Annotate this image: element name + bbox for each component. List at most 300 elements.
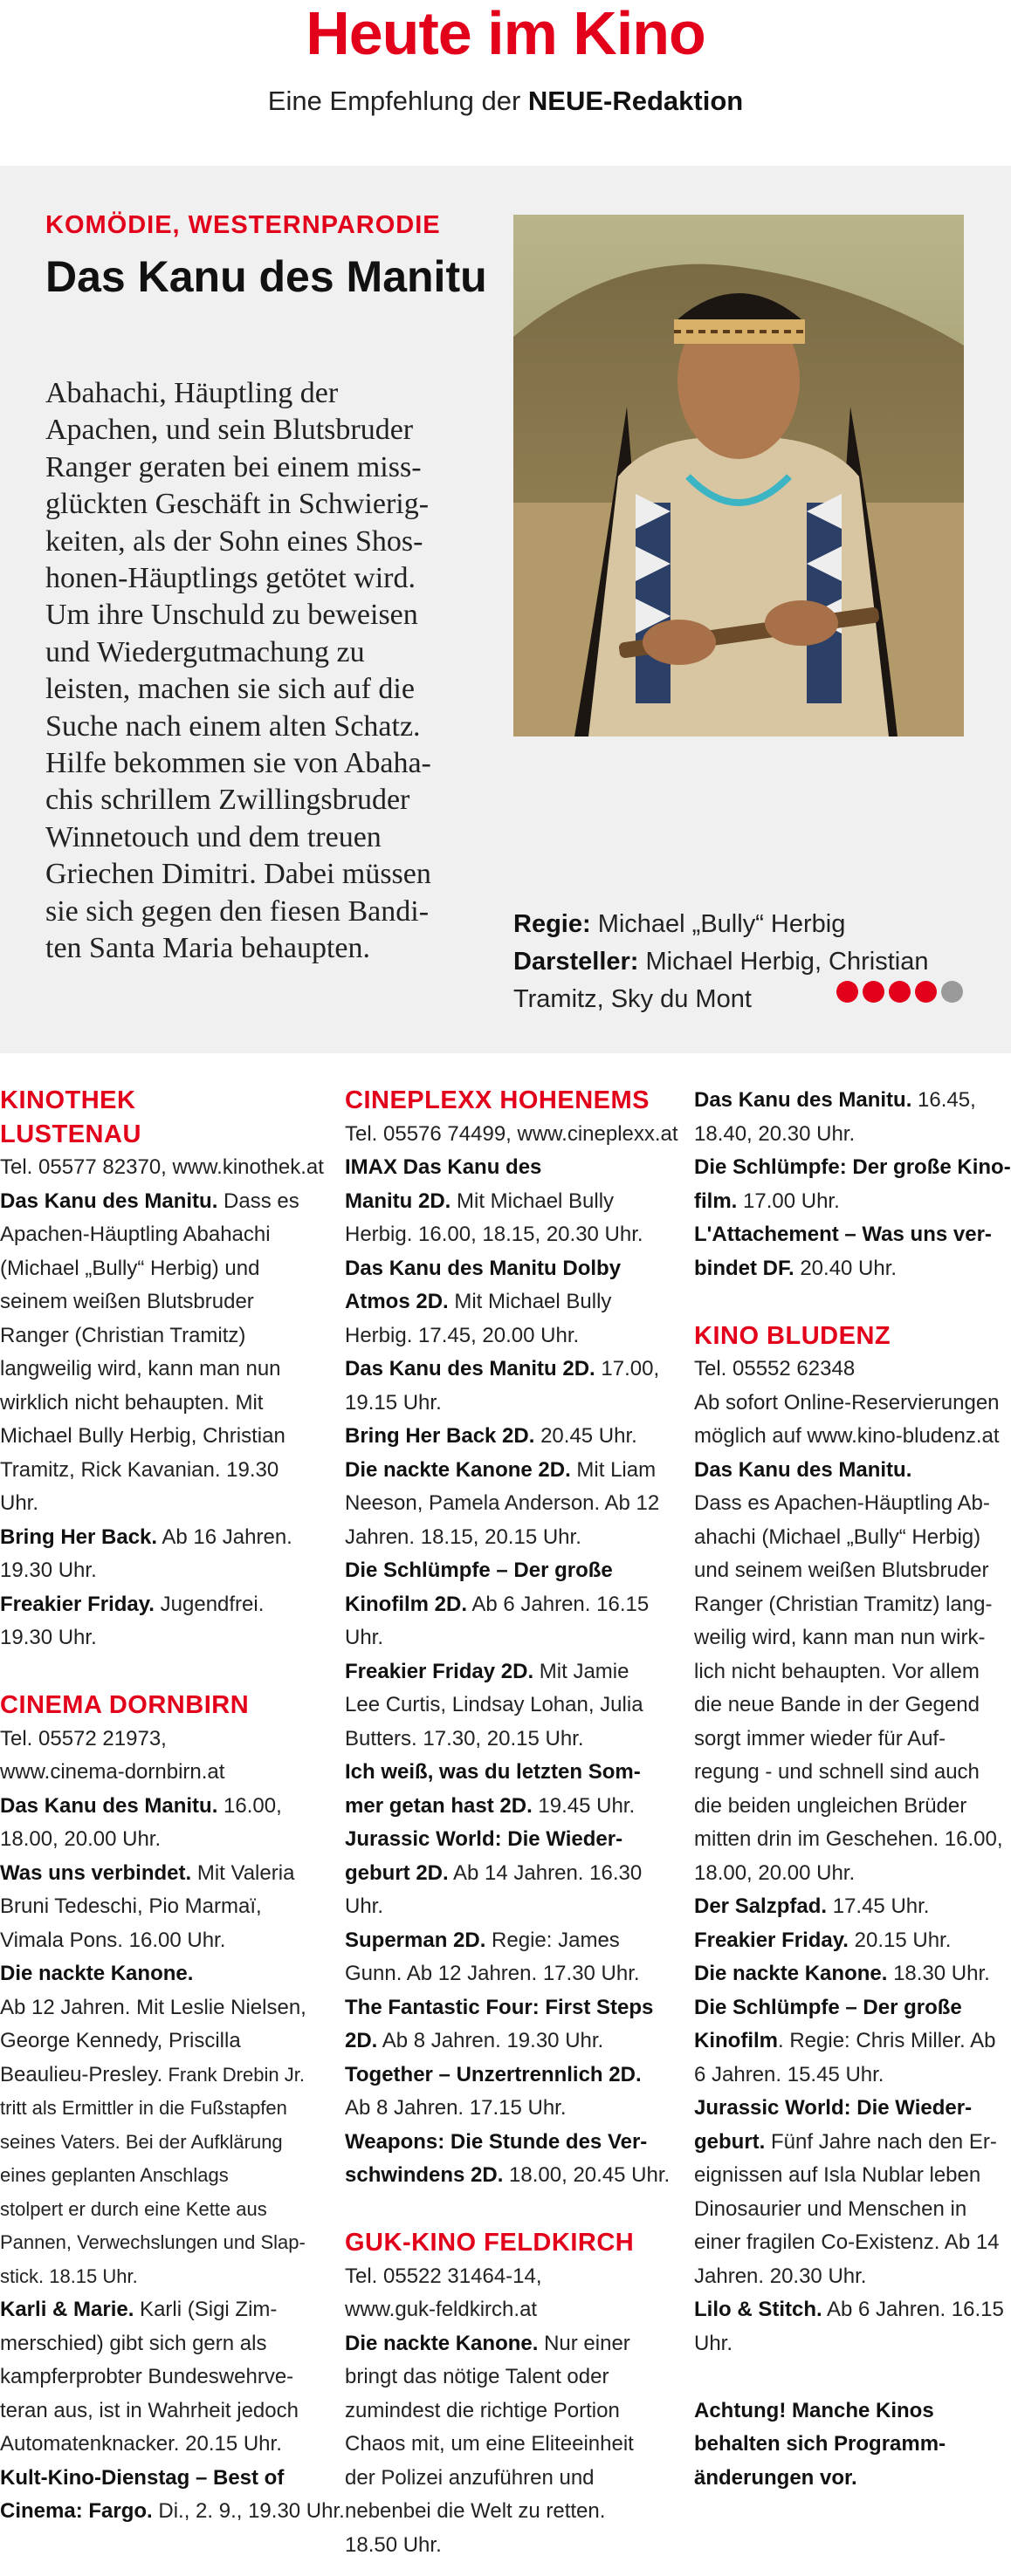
film-title: Das Kanu des Manitu. [0,1189,218,1213]
listing-text: der Polizei anzuführen und [345,2465,595,2490]
listing-line [694,1521,1008,1555]
listing-text: www.guk-feldkirch.at [345,2298,538,2321]
listing-line [694,1790,1008,1824]
listing-line [0,2159,332,2193]
rating-dot [941,981,963,1003]
listing-line [345,2024,677,2059]
film-title: Jurassic World: Die Wieder- [345,1827,623,1851]
listing-text: 19.30 Uhr. [0,1559,97,1582]
listing-text: wirklich nicht behaupten. Mit [0,1390,264,1415]
film-title: Die nackte Kanone. [694,1962,888,1985]
film-title: Superman 2D. [345,1928,486,1952]
listing-text: zumindest die richtige Portion [345,2398,620,2422]
listing-text: Mit Michael Bully [448,1290,612,1313]
movie-genre: KOMÖDIE, WESTERNPARODIE [45,211,441,239]
listing-line [0,2024,332,2059]
synopsis-line: Hilfe bekommen sie von Abaha- [45,747,431,780]
listing-line [345,2327,677,2361]
listing-text: Jahren. 20.30 Uhr. [694,2264,867,2288]
listing-text: regung - und schnell sind auch [694,1760,980,1784]
listing-line [694,1723,1008,1757]
listing-line [0,2260,332,2294]
film-title: Together – Unzertrennlich 2D. [345,2062,642,2086]
listing-line [694,2193,1008,2227]
listing-text: George Kennedy, Priscilla [0,2029,241,2052]
listing-line [345,1252,677,1286]
listing-line [0,1454,332,1488]
listing-line [0,2092,332,2126]
listing-line [0,1554,332,1588]
listing-line [0,2428,332,2462]
listing-line [345,2428,677,2462]
listing-line [694,1991,1008,2025]
film-title: Die Schlümpfe – Der große [345,1559,613,1582]
listing-small-text: Frank Drebin Jr. [162,2063,305,2086]
listing-line [694,2226,1008,2260]
listing-text: Butters. 17.30, 20.15 Uhr. [345,1726,584,1750]
film-title: Manitu 2D. [345,1189,451,1213]
film-title: Weapons: Die Stunde des Ver- [345,2129,648,2154]
listing-text: Fünf Jahre nach den Er- [765,2129,997,2154]
synopsis-line: ten Santa Maria behaupten. [45,932,370,965]
listing-line [694,1890,1008,1924]
movie-still-illustration [513,215,964,736]
listing-line [694,1621,1008,1655]
listing-text: möglich auf www.kino-bludenz.at [694,1424,1000,1448]
film-title: Jurassic World: Die Wieder- [694,2096,973,2120]
film-title: Freakier Friday 2D. [345,1659,534,1683]
listing-line [345,1285,677,1319]
listing-line [694,1420,1008,1454]
listing-line [694,2394,1008,2429]
listing-text: Ab 12 Jahren. Mit Leslie Nielsen, [0,1995,306,2019]
listing-line [0,1185,332,1219]
movie-still-photo [513,215,964,736]
listing-line [345,2462,677,2496]
film-title: Karli & Marie. [0,2298,134,2321]
listing-text: mitten drin im Geschehen. 16.00, [694,1827,1003,1851]
listing-line [0,2327,332,2361]
listing-line [694,2024,1008,2059]
listing-text: lich nicht behaupten. Vor allem [694,1659,980,1683]
listing-text: weilig wird, kann man nun wirk- [694,1626,986,1649]
listing-line [0,1756,332,1790]
listing-text: die neue Bande in der Gegend [694,1693,980,1716]
page-title: Heute im Kino [306,0,705,67]
page-subtitle [0,86,1011,117]
listing-text: 18.00, 20.00 Uhr. [0,1827,162,1851]
listing-line [0,1790,332,1824]
listing-text: 20.15 Uhr. [848,1928,952,1952]
subtitle-brand: NEUE-Redaktion [527,86,744,116]
listing-line [0,1890,332,1924]
synopsis-line: Griechen Dimitri. Dabei müssen [45,858,431,891]
listing-line [345,1957,677,1991]
listing-line [345,1857,677,1891]
listing-text: 19.15 Uhr. [345,1390,442,1415]
listing-text: Herbig. 17.45, 20.00 Uhr. [345,1323,580,1347]
listing-line [0,2495,345,2529]
section-gap [694,1285,1008,1319]
listing-text: Di., 2. 9., 19.30 Uhr. [152,2499,345,2523]
listing-text: (Michael „Bully“ Herbig) und [0,1256,260,1280]
listing-text: Ab 6 Jahren. 16.15 [467,1592,650,1616]
rating-dot [889,981,911,1003]
listing-line [345,1924,677,1958]
darsteller-line-2: Tramitz, Sky du Mont [513,985,752,1013]
listing-line [0,2226,332,2260]
film-title: L'Attachement – Was uns ver- [694,1223,992,1246]
listing-text: Jahren. 18.15, 20.15 Uhr. [345,1524,581,1549]
film-title: Das Kanu des Manitu Dolby [345,1256,622,1280]
film-title: film. [694,1189,738,1213]
listing-line [694,1756,1008,1790]
listing-line [345,1689,677,1723]
listing-text: Ab sofort Online-Reservierungen [694,1390,1000,1415]
listing-line [345,2495,677,2529]
listing-line [345,1588,677,1622]
listing-line [0,1823,332,1857]
listing-line [694,1252,1008,1286]
listing-text: Mit Jamie [533,1659,629,1683]
listing-text: seinem weißen Blutsbruder [0,1290,254,1313]
film-title: Kult-Kino-Dienstag – Best of [0,2465,285,2490]
listing-line [694,1655,1008,1689]
regie-label: Regie: [513,910,591,938]
film-title: Das Kanu des Manitu. [694,1088,912,1112]
listing-line [694,1487,1008,1521]
listing-line [345,1319,677,1353]
listing-line [345,1823,677,1857]
listing-text: Uhr. [0,1491,39,1515]
listing-text: Uhr. [345,1894,384,1918]
listing-text: bringt das nötige Talent oder [345,2365,609,2388]
section-gap [345,2193,677,2227]
film-title: Cinema: Fargo. [0,2499,153,2523]
listing-line [694,1823,1008,1857]
listing-line [0,2193,332,2227]
listing-text: Regie: James [485,1928,620,1952]
listing-text: stolpert er durch eine Kette aus [0,2197,267,2220]
listing-text: Neeson, Pamela Anderson. Ab 12 [345,1491,660,1515]
listing-text: Karli (Sigi Zim- [134,2298,278,2321]
film-title: Was uns verbindet. [0,1860,192,1885]
film-title: geburt. [694,2129,766,2154]
listing-line [345,2092,677,2126]
listing-line [345,1991,677,2025]
cinema-name: LUSTENAU [0,1120,141,1148]
listing-text: Dass es Apachen-Häuptling Ab- [694,1491,990,1515]
listing-text: Michael Bully Herbig, Christian [0,1424,285,1448]
listing-text: 20.45 Uhr. [534,1424,637,1448]
listing-line [345,1723,677,1757]
listing-text: Vimala Pons. 16.00 Uhr. [0,1928,226,1952]
listing-line [0,1723,332,1757]
listing-line [0,2059,332,2093]
film-title: Das Kanu des Manitu. [0,1793,218,1818]
listing-text: 17.00, [595,1357,660,1380]
listing-line [694,1454,1008,1488]
film-title: Bring Her Back. [0,1524,158,1549]
listing-line [0,1487,332,1521]
film-title: Freakier Friday. [0,1592,155,1616]
listing-line [694,1084,1008,1118]
listing-line [694,1554,1008,1588]
listing-text: Gunn. Ab 12 Jahren. 17.30 Uhr. [345,1962,640,1985]
film-title: Die nackte Kanone. [0,1962,194,1985]
film-title: Die Schlümpfe – Der große [694,1995,962,2019]
listing-line [345,1554,677,1588]
listing-text: Jugendfrei. [154,1592,265,1616]
synopsis-line: Um ihre Unschuld zu beweisen [45,599,418,632]
listing-text: Uhr. [345,1626,384,1649]
movie-title: Das Kanu des Manitu [45,252,487,301]
listing-text: 16.00, [217,1793,282,1818]
listing-line [345,2260,677,2294]
film-title: Der Salzpfad. [694,1894,828,1918]
listing-text: Tel. 05577 82370, www.kinothek.at [0,1155,324,1179]
listing-text: stick. 18.15 Uhr. [0,2264,138,2287]
listing-line [0,1857,332,1891]
film-title: Lilo & Stitch. [694,2298,822,2321]
film-title: Ich weiß, was du letzten Som- [345,1760,641,1784]
listing-line [345,1420,677,1454]
listing-line [694,1118,1008,1152]
section-gap [0,1655,332,1689]
synopsis-line: keiten, als der Sohn eines Shos- [45,524,423,558]
regie-line [513,906,985,943]
listing-line [694,2126,1008,2160]
listing-line [0,1521,332,1555]
listing-text: langweilig wird, kann man nun [0,1357,281,1380]
listing-text: . Regie: Chris Miller. Ab [778,2029,996,2052]
synopsis-line: Apachen, und sein Blutsbruder [45,414,414,447]
listing-text: 20.40 Uhr. [794,1256,898,1280]
listing-line [0,1420,332,1454]
listing-line [694,2428,1008,2462]
synopsis-line: honen-Häuptlings getötet wird. [45,562,416,595]
listing-line [0,1252,332,1286]
film-title: Bring Her Back 2D. [345,1424,535,1448]
listing-text: 17.45 Uhr. [827,1894,930,1918]
film-title: Freakier Friday. [694,1928,849,1952]
rating-dots [836,981,963,1007]
darsteller-value-1: Michael Herbig, Christian [638,948,929,976]
listing-text: Tel. 05572 21973, [0,1726,167,1750]
listing-line [0,1319,332,1353]
listing-line [0,1991,332,2025]
listing-text: Tel. 05522 31464-14, [345,2264,542,2288]
listing-text: 19.45 Uhr. [532,1793,636,1818]
listing-text: eines geplanten Anschlags [0,2164,229,2186]
listing-text: 16.45, [911,1088,976,1112]
listing-text: www.cinema-dornbirn.at [0,1760,225,1784]
listing-text: Dinosaurier und Menschen in [694,2196,967,2221]
listing-line [694,1151,1011,1185]
film-title: änderungen vor. [694,2465,857,2490]
listing-line [0,2360,332,2394]
cinema-name: GUK-KINO FELDKIRCH [345,2229,635,2257]
synopsis-line: Suche nach einem alten Schatz. [45,709,421,743]
listing-line [0,2462,332,2496]
cinema-name: KINO BLUDENZ [694,1321,891,1350]
listing-line [345,1185,677,1219]
listing-text: die beiden ungleichen Brüder [694,1793,967,1818]
listing-line [345,1353,677,1387]
film-title: Kinofilm [694,2029,778,2052]
listing-line [694,1218,1008,1252]
synopsis-line: leisten, machen sie sich auf die [45,673,415,706]
listing-line [694,1924,1008,1958]
film-title: Kinofilm 2D. [345,1592,468,1616]
listing-line [0,1218,332,1252]
film-title: 2D. [345,2029,378,2052]
listing-text: Lee Curtis, Lindsay Lohan, Julia [345,1693,643,1716]
listing-text: 18.00, 20.00 Uhr. [694,1860,856,1885]
listing-line [345,1621,677,1655]
film-title: Die nackte Kanone 2D. [345,1457,571,1482]
listing-line [694,1857,1008,1891]
listing-line [694,1185,1008,1219]
listing-line [0,2293,332,2327]
listing-text: eignissen auf Isla Nublar leben [694,2163,981,2187]
synopsis-line: chis schrillem Zwillingsbruder [45,784,410,817]
listing-text: ahachi (Michael „Bully“ Herbig) [694,1524,981,1549]
section-gap [694,2360,1008,2394]
listing-text: Automatenknacker. 20.15 Uhr. [0,2432,282,2456]
film-title: IMAX Das Kanu des [345,1155,542,1179]
listing-line [694,2293,1008,2327]
listing-text: Ab 8 Jahren. 19.30 Uhr. [377,2029,604,2052]
listing-line [694,1353,1008,1387]
synopsis-line: und Wiedergutmachung zu [45,635,365,668]
film-title: Das Kanu des Manitu. [694,1457,912,1482]
film-title: schwindens 2D. [345,2163,504,2187]
listing-text: tritt als Ermittler in die Fußstapfen [0,2097,287,2119]
listing-text: sorgt immer wieder für Auf- [694,1726,946,1750]
listing-line [345,1890,677,1924]
listing-text: 17.00 Uhr. [737,1189,840,1213]
listing-line [694,2159,1008,2193]
listing-column-2 [345,1084,677,2562]
film-title: Die Schlümpfe: Der große Kino- [694,1155,1011,1179]
listing-line [345,2293,677,2327]
listing-line [345,2360,677,2394]
listing-text: merschied) gibt sich gern als [0,2331,267,2355]
listing-line [345,1454,677,1488]
listing-line [345,1151,677,1185]
listing-text: Ab 6 Jahren. 16.15 [822,2298,1004,2321]
listing-text: Uhr. [694,2331,733,2355]
film-title: geburt 2D. [345,1860,449,1885]
listing-text: Bruni Tedeschi, Pio Marmaï, [0,1894,262,1918]
listing-text: Mit Valeria [191,1860,295,1885]
cinema-name: CINEPLEXX HOHENEMS [345,1086,650,1114]
listing-text: 18.30 Uhr. [887,1962,990,1985]
listing-line [694,1689,1008,1723]
listing-line [345,1387,677,1421]
listing-line [0,1151,332,1185]
listing-text: 18.40, 20.30 Uhr. [694,1121,856,1146]
listing-text: Tel. 05552 62348 [694,1357,856,1380]
synopsis-line: Winnetouch und dem treuen [45,820,382,853]
listing-line [694,2260,1008,2294]
listing-line [694,1588,1008,1622]
listing-line [345,2059,677,2093]
listing-line [345,2394,677,2429]
listing-line [345,1790,677,1824]
cinema-name: KINOTHEK [0,1086,136,1114]
listing-text: 19.30 Uhr. [0,1626,97,1649]
listing-text: einer fragilen Co-Existenz. Ab 14 [694,2230,1000,2254]
darsteller-label: Darsteller: [513,948,639,976]
listing-line [694,2092,1008,2126]
listing-line [345,2159,677,2193]
listing-line [694,1387,1008,1421]
movie-synopsis [45,375,517,968]
listing-text: Apachen-Häuptling Abahachi [0,1223,271,1246]
listing-text: Tel. 05576 74499, www.cineplexx.at [345,1121,678,1146]
listing-text: Mit Michael Bully [450,1189,615,1213]
listing-line [0,1353,332,1387]
synopsis-line: Ranger geraten bei einem miss- [45,450,422,483]
listing-text: Pannen, Verwechslungen und Slap- [0,2231,306,2253]
listing-text: und seinem weißen Blutsbruder [694,1559,989,1582]
film-title: bindet DF. [694,1256,794,1280]
film-title: mer getan hast 2D. [345,1793,533,1818]
listing-line [345,2529,677,2563]
listing-line [0,1588,332,1622]
rating-dot [863,981,884,1003]
listing-text: nebenbei die Welt zu retten. [345,2499,606,2523]
listing-line [694,2059,1008,2093]
listing-line [0,2126,332,2160]
listing-text: Ab 8 Jahren. 17.15 Uhr. [345,2096,567,2120]
film-title: Atmos 2D. [345,1290,449,1313]
listing-column-1 [0,1084,345,2529]
regie-value: Michael „Bully“ Herbig [590,910,846,938]
listing-text: 18.50 Uhr. [345,2532,442,2557]
listing-text: Beaulieu-Presley. [0,2062,163,2086]
listing-line [345,1756,677,1790]
listing-text: kampferprobter Bundeswehrve- [0,2365,294,2388]
listing-line [0,1957,332,1991]
subtitle-prefix: Eine Empfehlung der [267,86,528,116]
listing-text: Dass es [217,1189,299,1213]
listing-line [0,2394,332,2429]
film-title: behalten sich Programm- [694,2432,946,2456]
listing-line [345,1487,677,1521]
page-header [0,0,1011,166]
listing-line [345,2126,677,2160]
synopsis-line: sie sich gegen den fiesen Bandi- [45,894,430,928]
cinema-name: CINEMA DORNBIRN [0,1691,250,1719]
rating-dot [915,981,937,1003]
listing-line [0,1387,332,1421]
listing-line [345,1118,677,1152]
listing-text: Mit Liam [570,1457,657,1482]
film-title: Das Kanu des Manitu 2D. [345,1357,595,1380]
darsteller-line [513,943,985,981]
listing-text: Ab 14 Jahren. 16.30 [448,1860,643,1885]
listing-line [694,1957,1008,1991]
synopsis-line: glückten Geschäft in Schwierig- [45,488,430,521]
listing-line [694,2462,1008,2496]
listing-line [0,1285,332,1319]
film-title: Die nackte Kanone. [345,2331,539,2355]
listing-line [0,1924,332,1958]
listing-line [345,1655,677,1689]
